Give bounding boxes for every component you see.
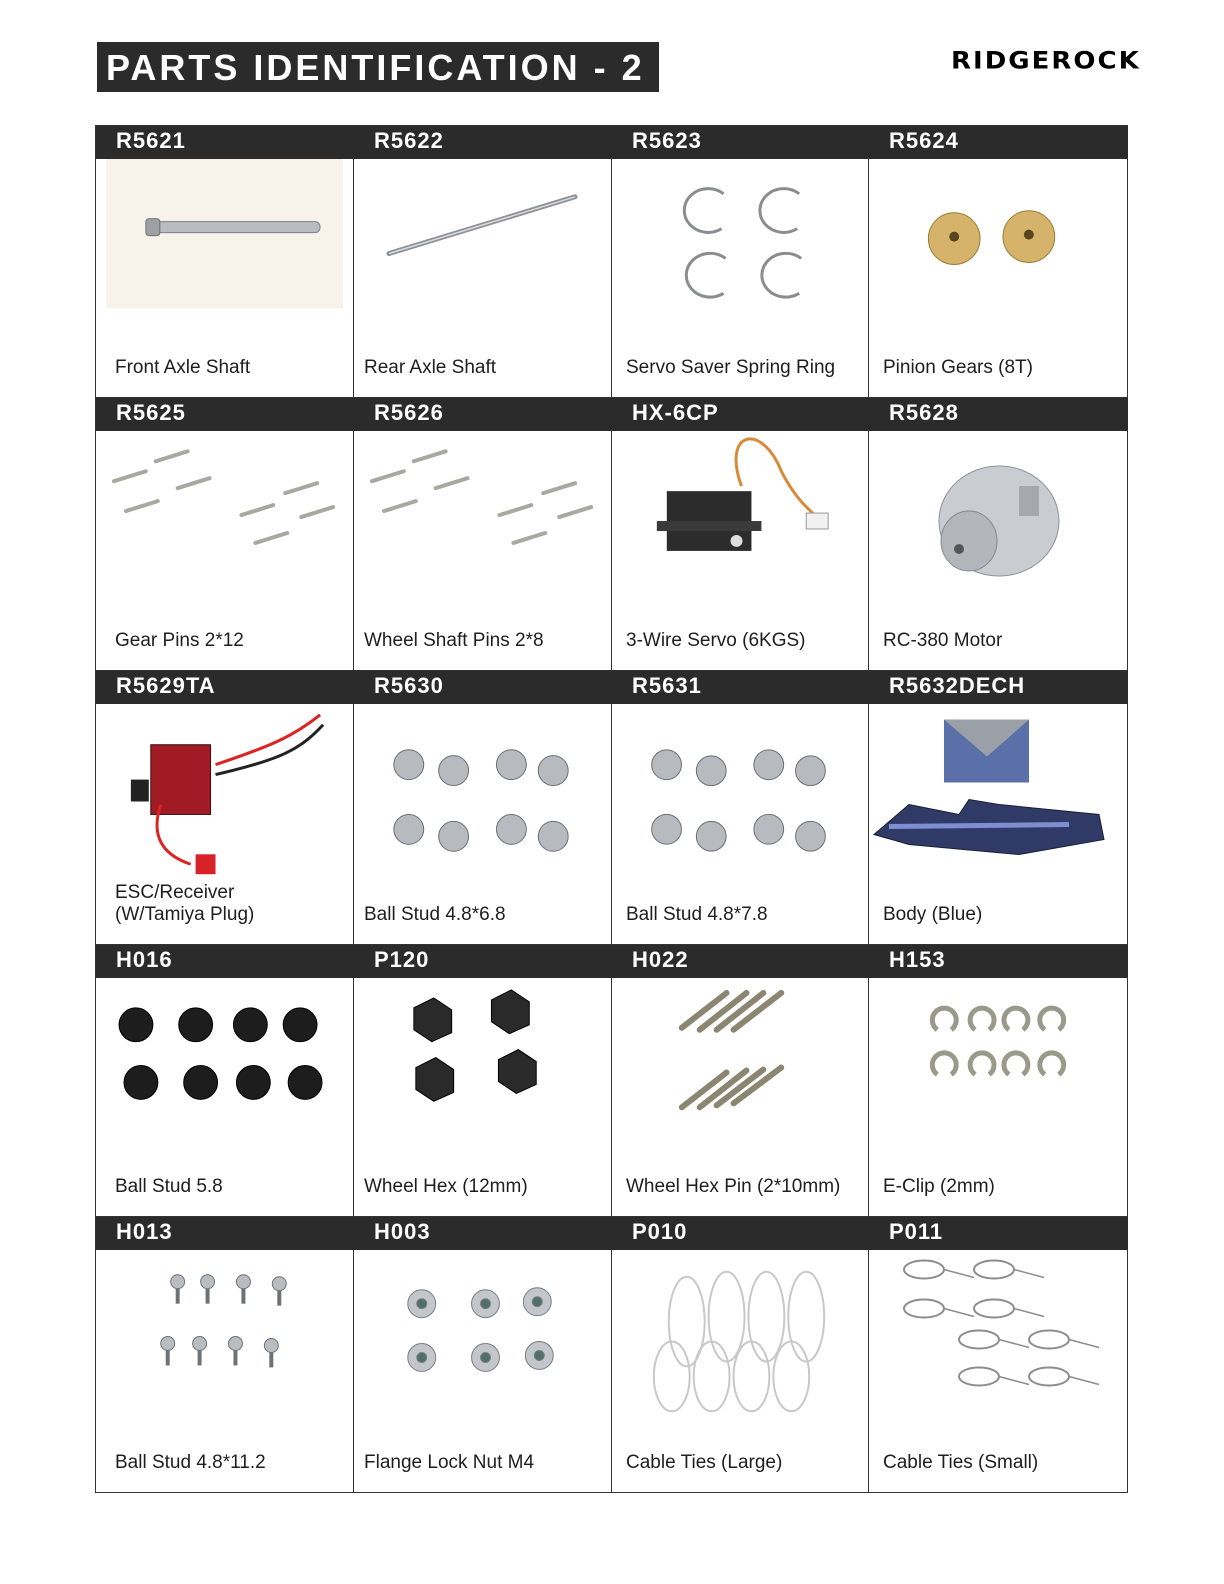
parts-grid [95,125,1128,1493]
front-axle-shaft-icon [96,159,353,352]
part-name: Cable Ties (Small) [883,1452,1039,1473]
part-code: P010 [612,1217,869,1250]
part-code: H013 [96,1217,354,1250]
part-code: R5625 [96,398,354,431]
motor-icon [869,431,1127,625]
e-clips-icon [869,978,1127,1171]
wheel-hex-icon [354,978,611,1171]
part-cell [96,398,354,671]
ball-studs-icon [612,704,868,899]
part-code: R5630 [354,671,612,704]
part-code: R5623 [612,126,869,159]
ball-studs-icon [354,704,611,899]
part-name: Ball Stud 4.8*6.8 [364,904,506,925]
part-code: P120 [354,945,612,978]
part-name: 3-Wire Servo (6KGS) [626,630,806,651]
pinion-gears-icon [869,159,1127,352]
part-cell [96,1217,354,1492]
part-name: RC-380 Motor [883,630,1003,651]
part-code: R5631 [612,671,869,704]
part-code: H003 [354,1217,612,1250]
part-name: Ball Stud 4.8*11.2 [115,1452,266,1473]
pins-icon [354,431,611,625]
part-cell [612,126,869,398]
part-cell [869,126,1127,398]
part-cell [354,671,612,945]
part-code: R5628 [869,398,1128,431]
part-code: R5621 [96,126,354,159]
part-name: Wheel Hex Pin (2*10mm) [626,1176,841,1197]
page-title: PARTS IDENTIFICATION - 2 [106,47,645,88]
page-title-banner [97,42,659,92]
part-cell [354,126,612,398]
hex-pins-icon [612,978,868,1171]
part-name: Pinion Gears (8T) [883,357,1033,378]
part-cell [354,1217,612,1492]
part-name: ESC/Receiver (W/Tamiya Plug) [115,882,255,925]
cable-ties-large-icon [612,1250,868,1447]
part-name: Servo Saver Spring Ring [626,357,836,378]
pins-icon [96,431,353,625]
part-name: E-Clip (2mm) [883,1176,995,1197]
part-name: Body (Blue) [883,904,983,925]
part-code: P011 [869,1217,1128,1250]
part-code: R5632DECH [869,671,1128,704]
cable-ties-small-icon [869,1250,1127,1447]
rear-axle-shaft-icon [354,159,611,352]
part-code: R5626 [354,398,612,431]
part-name: Ball Stud 5.8 [115,1176,223,1197]
lock-nuts-icon [354,1250,611,1447]
part-code: R5624 [869,126,1128,159]
part-code: H153 [869,945,1128,978]
esc-icon [96,704,353,899]
black-ball-studs-icon [96,978,353,1171]
part-name: Ball Stud 4.8*7.8 [626,904,768,925]
part-code: HX-6CP [612,398,869,431]
part-name: Front Axle Shaft [115,357,251,378]
part-cell [96,126,354,398]
spring-rings-icon [612,159,868,352]
part-cell [869,1217,1127,1492]
part-cell [869,671,1127,945]
servo-icon [612,431,868,625]
part-cell [612,671,869,945]
part-cell [96,671,354,945]
part-cell [612,945,869,1217]
body-shell-icon [869,704,1127,899]
part-name: Rear Axle Shaft [364,357,497,378]
part-code: R5622 [354,126,612,159]
part-name: Flange Lock Nut M4 [364,1452,535,1473]
part-code: R5629TA [96,671,354,704]
part-cell [869,945,1127,1217]
part-cell [354,945,612,1217]
part-name: Cable Ties (Large) [626,1452,783,1473]
part-cell [96,945,354,1217]
part-name: Wheel Shaft Pins 2*8 [364,630,544,651]
part-code: H022 [612,945,869,978]
part-name: Gear Pins 2*12 [115,630,244,651]
part-name: Wheel Hex (12mm) [364,1176,528,1197]
part-cell [869,398,1127,671]
part-cell [612,1217,869,1492]
part-cell [354,398,612,671]
brand-logo: RIDGEROCK [951,47,1141,76]
part-cell [612,398,869,671]
part-code: H016 [96,945,354,978]
screw-studs-icon [96,1250,353,1447]
